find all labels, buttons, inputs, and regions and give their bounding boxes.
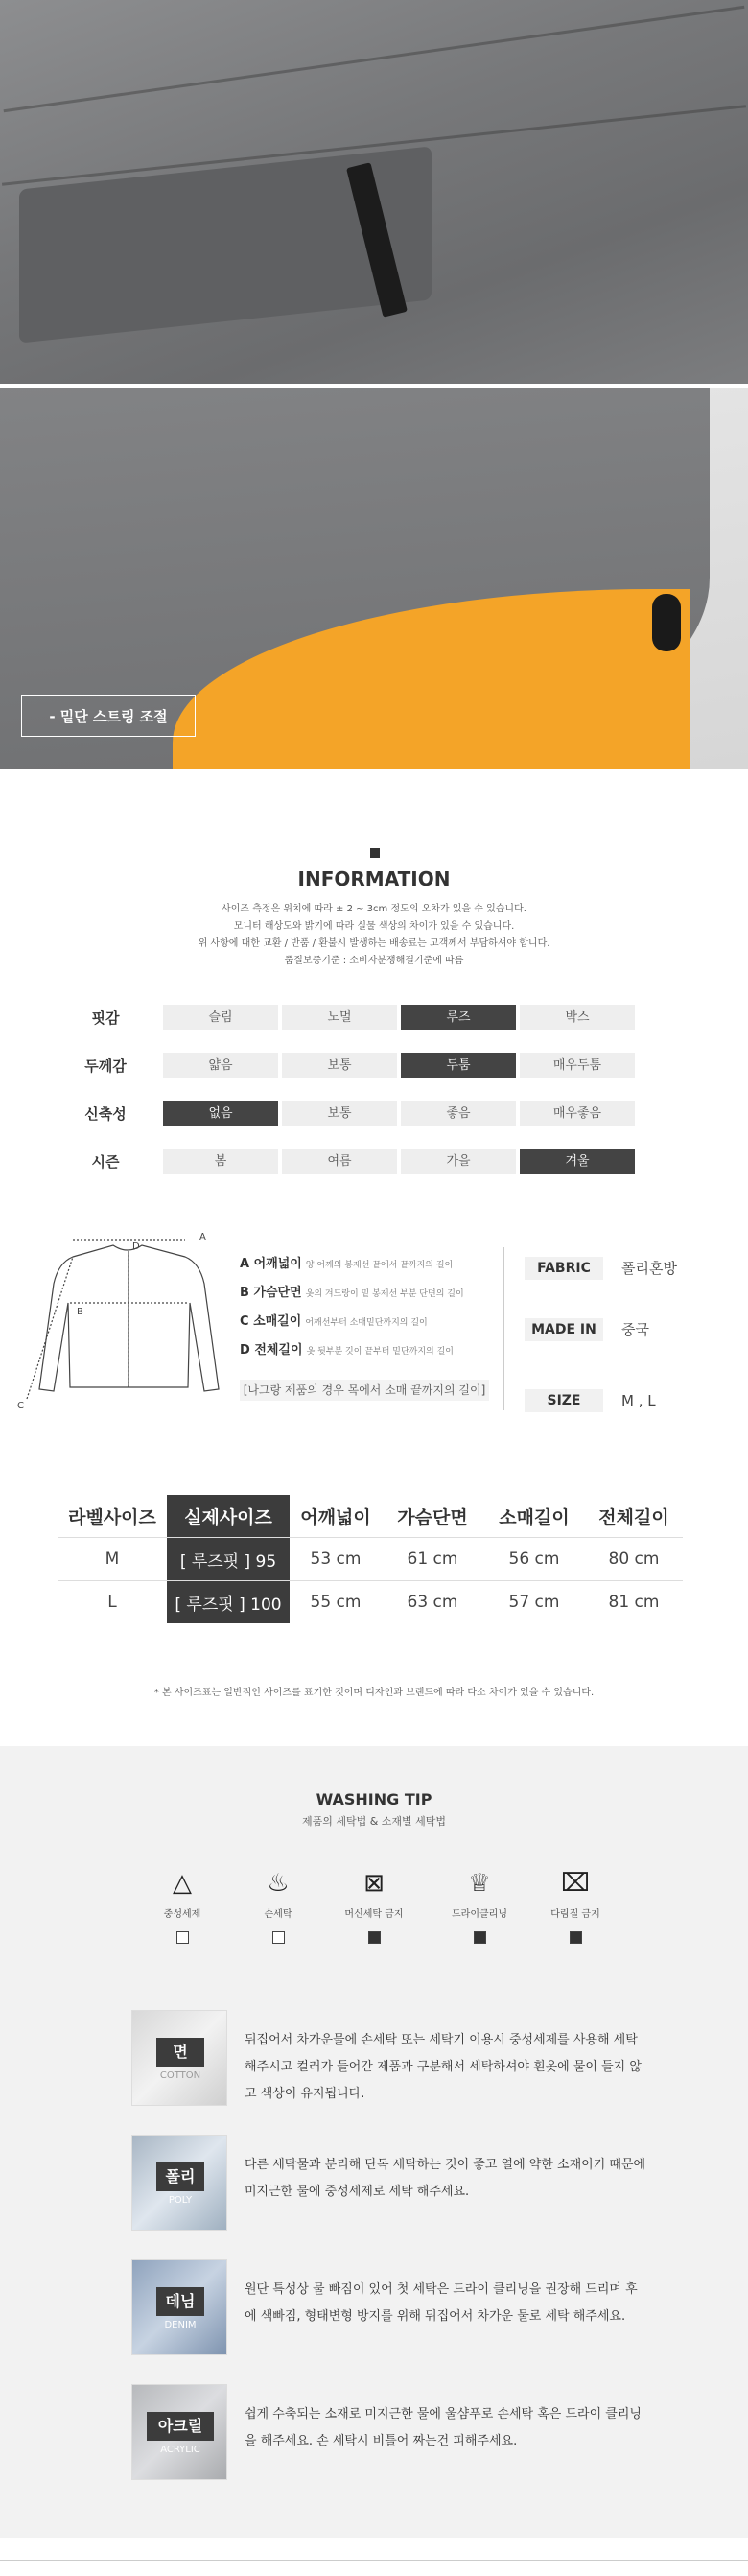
header-shoulder: 어깨넓이 [300, 1506, 371, 1528]
fit-option: 노멀 [282, 1005, 397, 1030]
wash-label: 중성세제 [163, 1909, 201, 1920]
section-mark [370, 848, 380, 858]
information-title: INFORMATION [297, 867, 451, 890]
fabric-name: 면 [156, 2038, 204, 2067]
spec-item: D 전체길이 옷 뒷부분 깃이 끝부터 밑단까지의 길이 [240, 1343, 454, 1358]
measure-spec-list [240, 1253, 499, 1368]
table-row [58, 1581, 683, 1624]
wash-label: 다림질 금지 [550, 1909, 600, 1920]
spec-item: C 소매길이 어깨선부터 소매밑단까지의 길이 [240, 1314, 428, 1329]
fabric-value: 폴리혼방 [621, 1260, 677, 1277]
fit-option: 없음 [163, 1101, 278, 1126]
product-photo-hem [0, 388, 748, 769]
cell: 61 cm [382, 1538, 483, 1581]
cell: [ 루즈핏 ] 95 [167, 1538, 290, 1581]
diagram-letter-b: B [77, 1307, 83, 1317]
fit-row-label: 신축성 [84, 1105, 127, 1123]
fabric-desc: 다른 세탁물과 분리해 단독 세탁하는 것이 좋고 열에 약한 소재이기 때문에 미지근한 물에 중성세제로 세탁 해주세요. [245, 2158, 646, 2199]
washing-title: WASHING TIP [316, 1790, 432, 1808]
fit-option: 봄 [163, 1149, 278, 1174]
fit-option: 두툼 [401, 1053, 516, 1078]
fabric-care-acrylic [131, 2384, 649, 2480]
made-in-value: 중국 [621, 1321, 649, 1338]
fit-row-label: 핏감 [91, 1009, 120, 1027]
fabric-care-cotton [131, 2010, 649, 2106]
fit-option: 루즈 [401, 1005, 516, 1030]
fabric-desc: 쉽게 수축되는 소재로 미지근한 물에 울샴푸로 손세탁 혹은 드라이 클리닝을 해주세요. 손 세탁시 비틀어 짜는건 피해주세요. [245, 2407, 642, 2448]
fit-row [58, 1053, 690, 1078]
cell: 57 cm [483, 1581, 585, 1624]
fabric-desc: 뒤집어서 차가운물에 손세탁 또는 세탁기 이용시 중성세제를 사용해 세탁해주시고 컬러가 들어간 제품과 구분해서 세탁하셔야 흰옷에 물이 들지 않고 색상이 유지됩니다. [245, 2033, 642, 2101]
checkbox [570, 1931, 582, 1944]
divider [503, 1247, 504, 1410]
wash-label: 손세탁 [264, 1909, 292, 1920]
fit-option: 겨울 [520, 1149, 635, 1174]
no-iron-icon: ⌧ [561, 1869, 590, 1898]
fabric-swatch [131, 2384, 227, 2480]
size-label: SIZE [525, 1389, 603, 1412]
fabric-sub: ACRYLIC [160, 2445, 200, 2455]
fabric-desc: 원단 특성상 물 빠짐이 있어 첫 세탁은 드라이 클리닝을 권장해 드리며 후에 색빠짐, 형태변형 방지를 위해 뒤집어서 차가운 물로 세탁 해주세요. [245, 2282, 638, 2324]
fabric-name: 폴리 [156, 2162, 204, 2191]
spec-item: B 가슴단면 옷의 겨드랑이 밑 봉제선 부분 단면의 길이 [240, 1286, 464, 1300]
fit-row [58, 1005, 690, 1030]
fit-option: 박스 [520, 1005, 635, 1030]
fabric-sub: DENIM [164, 2320, 197, 2330]
cell: 80 cm [585, 1538, 683, 1581]
fit-row [58, 1101, 690, 1126]
hand-wash-icon: ♨ [267, 1869, 290, 1898]
cell: L [58, 1581, 167, 1624]
fit-option: 슬림 [163, 1005, 278, 1030]
diagram-letter-a: A [199, 1232, 206, 1242]
header-length: 전체길이 [598, 1506, 669, 1528]
fabric-label: FABRIC [525, 1257, 603, 1280]
header-real-size: 실제사이즈 [167, 1495, 290, 1538]
wash-label: 머신세탁 금지 [344, 1909, 404, 1920]
wash-item-no-iron [527, 1867, 623, 1944]
cell: [ 루즈핏 ] 100 [167, 1581, 290, 1624]
fabric-care-denim [131, 2259, 649, 2355]
cell: M [58, 1538, 167, 1581]
jacket-measure-diagram [17, 1226, 228, 1418]
wash-label: 드라이클리닝 [452, 1909, 507, 1920]
fit-option: 가을 [401, 1149, 516, 1174]
header-chest: 가슴단면 [397, 1506, 468, 1528]
spec-item: A 어깨넓이 양 어깨의 봉제선 끝에서 끝까지의 길이 [240, 1257, 454, 1271]
cell: 56 cm [483, 1538, 585, 1581]
fabric-care-poly [131, 2135, 649, 2231]
fabric-swatch [131, 2259, 227, 2355]
quilt-line [4, 6, 745, 113]
wash-item-neutral-detergent [134, 1867, 230, 1944]
diagram-letter-d: D [132, 1241, 140, 1252]
size-value: M , L [621, 1392, 656, 1409]
neutral-detergent-icon: △ [173, 1869, 192, 1898]
fabric-sub: POLY [168, 2195, 193, 2206]
fabric-swatch [131, 2010, 227, 2106]
fabric-sub: COTTON [159, 2070, 201, 2081]
info-note: 사이즈 측정은 위치에 따라 ± 2 ~ 3cm 정도의 오차가 있을 수 있습니다. [222, 904, 526, 914]
fit-row [58, 1149, 690, 1174]
fit-option: 매우두툼 [520, 1053, 635, 1078]
info-note: 위 사항에 대한 교환 / 반품 / 환불시 발생하는 배송료는 고객께서 부담하셔야 합니다. [198, 938, 550, 949]
fit-row-label: 시즌 [91, 1153, 120, 1170]
checkbox [176, 1931, 189, 1944]
fabric-name: 아크릴 [147, 2412, 214, 2441]
fit-option: 보통 [282, 1053, 397, 1078]
fabric-name: 데님 [156, 2287, 204, 2316]
cell: 63 cm [382, 1581, 483, 1624]
made-in-label: MADE IN [525, 1318, 603, 1341]
table-row [58, 1538, 683, 1581]
wash-item-no-machine [326, 1867, 422, 1944]
product-photo-pocket [0, 0, 748, 384]
fit-option: 보통 [282, 1101, 397, 1126]
raglan-note: [나그랑 제품의 경우 목에서 소매 끝까지의 길이] [240, 1380, 489, 1401]
string-toggle [652, 594, 681, 651]
wash-item-hand-wash [230, 1867, 326, 1944]
fit-option: 얇음 [163, 1053, 278, 1078]
wash-item-dry-clean [432, 1867, 527, 1944]
cell: 53 cm [290, 1538, 382, 1581]
checkbox [474, 1931, 486, 1944]
info-note: 모니터 해상도와 밝기에 따라 실물 색상의 차이가 있을 수 있습니다. [233, 921, 515, 932]
fit-row-label: 두께감 [84, 1057, 127, 1075]
photo-caption: - 밑단 스트링 조절 [21, 695, 196, 737]
fit-option: 좋음 [401, 1101, 516, 1126]
fabric-swatch [131, 2135, 227, 2231]
header-sleeve: 소매길이 [499, 1506, 570, 1528]
fit-option: 매우좋음 [520, 1101, 635, 1126]
size-table-header [58, 1495, 683, 1538]
dry-clean-icon: ♕ [468, 1869, 491, 1898]
checkbox [368, 1931, 381, 1944]
checkbox [272, 1931, 285, 1944]
size-table [58, 1495, 683, 1623]
info-note: 품질보증기준 : 소비자분쟁해결기준에 따름 [284, 956, 464, 966]
bottom-divider [0, 2560, 748, 2561]
cell: 81 cm [585, 1581, 683, 1624]
cell: 55 cm [290, 1581, 382, 1624]
diagram-letter-c: C [17, 1401, 24, 1411]
header-label-size: 라벨사이즈 [68, 1506, 156, 1528]
size-table-note: * 본 사이즈표는 일반적인 사이즈를 표기한 것이며 디자인과 브랜드에 따라 다소 차이가 있을 수 있습니다. [153, 1688, 595, 1698]
washing-subtitle: 제품의 세탁법 & 소재별 세탁법 [301, 1815, 447, 1828]
fit-option: 여름 [282, 1149, 397, 1174]
no-machine-wash-icon: ⊠ [363, 1869, 385, 1898]
